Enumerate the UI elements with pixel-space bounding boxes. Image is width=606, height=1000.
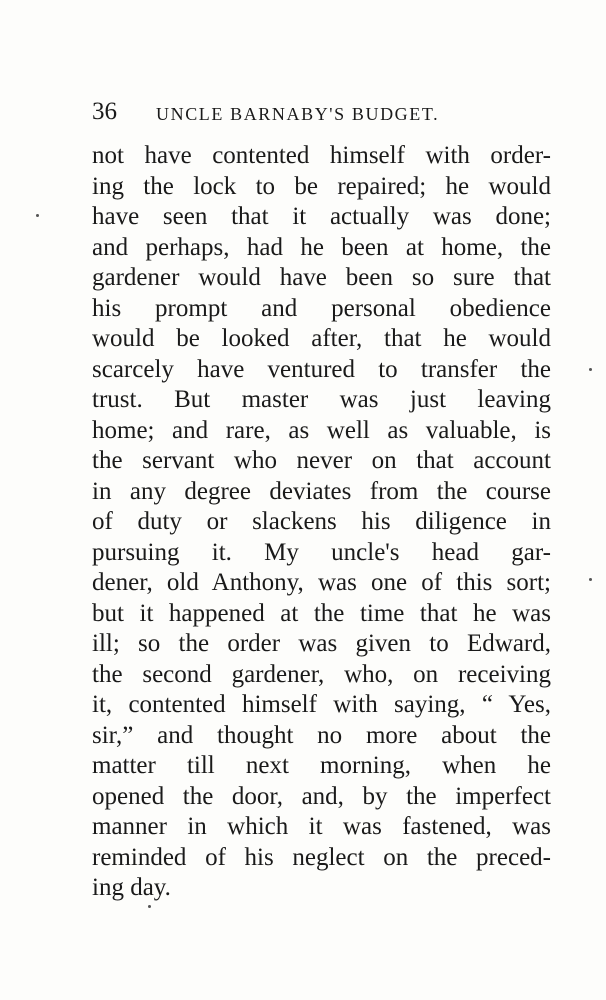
text-line: the servant who never on that account [92,447,551,474]
print-speck [36,214,39,217]
text-line: dener, old Anthony, was one of this sort; [92,569,551,596]
text-line: his prompt and personal obedience [92,294,551,322]
text-line: gardener would have been so sure that [92,264,551,291]
text-line: would be looked after, that he would [92,325,551,352]
text-line: home; and rare, as well as valuable, is [92,416,551,444]
text-line: ing the lock to be repaired; he would [92,172,551,200]
print-speck [589,368,592,371]
text-line: scarcely have ventured to transfer the [92,355,551,383]
body-text [92,141,551,904]
text-line: not have contented himself with order- [92,142,551,169]
text-line: opened the door, and, by the imperfect [92,782,551,810]
running-title: UNCLE BARNABY'S BUDGET. [156,104,440,124]
text-line: have seen that it actually was done; [92,203,551,230]
page-number: 36 [92,98,117,125]
text-line: reminded of his neglect on the preced- [92,843,551,871]
text-line: in any degree deviates from the course [92,477,551,505]
text-line: ill; so the order was given to Edward, [92,630,551,657]
text-line: and perhaps, had he been at home, the [92,233,551,261]
print-speck [589,578,592,581]
text-line: matter till next morning, when he [92,752,551,779]
print-speck [148,905,151,908]
text-line: of duty or slackens his diligence in [92,508,551,535]
text-line: ing day. [92,874,171,901]
text-line: pursuing it. My uncle's head gar- [92,538,551,566]
text-line: manner in which it was fastened, was [92,813,551,840]
text-line: but it happened at the time that he was [92,599,551,627]
text-line: sir,” and thought no more about the [92,721,551,749]
text-line: trust. But master was just leaving [92,386,551,413]
text-line: it, contented himself with saying, “ Yes, [92,691,551,718]
page-header [92,96,552,128]
text-line: the second gardener, who, on receiving [92,660,551,688]
